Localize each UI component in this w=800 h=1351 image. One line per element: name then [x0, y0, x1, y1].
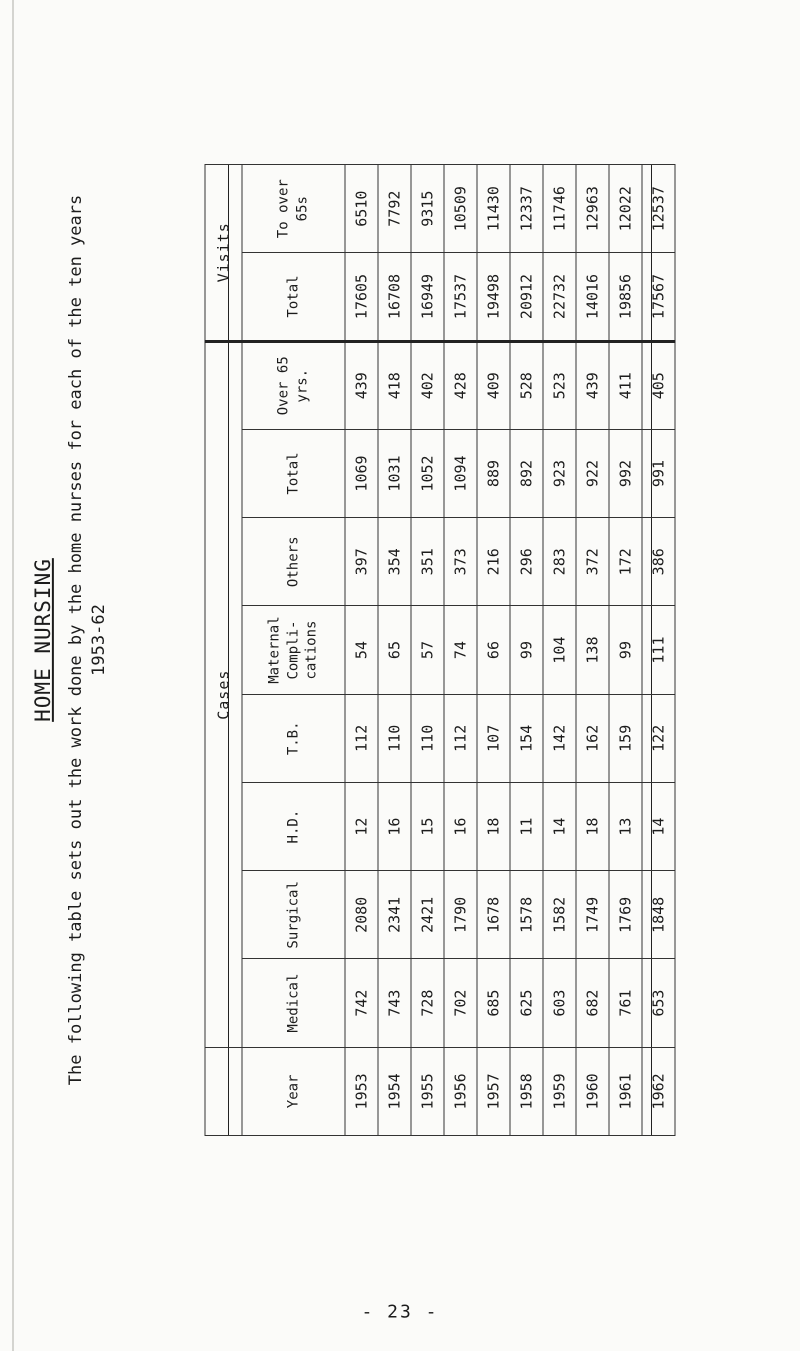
value-cell: 10509 [444, 165, 477, 253]
value-cell: 439 [345, 341, 378, 429]
value-cell: 1052 [411, 429, 444, 517]
value-cell: 11 [510, 782, 543, 870]
value-cell: 923 [543, 429, 576, 517]
value-cell: 2421 [411, 871, 444, 959]
value-cell: 992 [609, 429, 642, 517]
value-cell: 159 [609, 694, 642, 782]
heading-period: 1953-62 [89, 604, 110, 676]
value-cell: 354 [378, 518, 411, 606]
value-cell: 2341 [378, 871, 411, 959]
value-cell: 12337 [510, 165, 543, 253]
value-cell: 761 [609, 959, 642, 1047]
value-cell: 1678 [477, 871, 510, 959]
value-cell: 728 [411, 959, 444, 1047]
value-cell: 373 [444, 518, 477, 606]
page-heading [29, 195, 111, 1085]
column-header: Medical [242, 959, 345, 1047]
value-cell: 7792 [378, 165, 411, 253]
value-cell: 112 [444, 694, 477, 782]
value-cell: 603 [543, 959, 576, 1047]
value-cell: 18 [477, 782, 510, 870]
value-cell: 17567 [642, 253, 675, 341]
value-cell: 74 [444, 606, 477, 694]
value-cell: 682 [576, 959, 609, 1047]
value-cell: 112 [345, 694, 378, 782]
value-cell: 418 [378, 341, 411, 429]
value-cell: 107 [477, 694, 510, 782]
value-cell: 99 [609, 606, 642, 694]
value-cell: 523 [543, 341, 576, 429]
value-cell: 11746 [543, 165, 576, 253]
value-cell: 14 [642, 782, 675, 870]
value-cell: 625 [510, 959, 543, 1047]
value-cell: 889 [477, 429, 510, 517]
value-cell: 13 [609, 782, 642, 870]
value-cell: 411 [609, 341, 642, 429]
column-header: To over 65s [242, 165, 345, 253]
value-cell: 11430 [477, 165, 510, 253]
table-row [543, 165, 576, 1136]
value-cell: 991 [642, 429, 675, 517]
value-cell: 2080 [345, 871, 378, 959]
column-header: T.B. [242, 694, 345, 782]
value-cell: 397 [345, 518, 378, 606]
value-cell: 16 [444, 782, 477, 870]
value-cell: 18 [576, 782, 609, 870]
value-cell: 154 [510, 694, 543, 782]
value-cell: 351 [411, 518, 444, 606]
table-body [345, 165, 675, 1136]
value-cell: 743 [378, 959, 411, 1047]
value-cell: 12 [345, 782, 378, 870]
value-cell: 742 [345, 959, 378, 1047]
value-cell: 110 [378, 694, 411, 782]
value-cell: 1582 [543, 871, 576, 959]
heading-intro: The following table sets out the work done by the home nurses for each of the ten years [66, 194, 87, 1086]
year-cell: 1960 [576, 1047, 609, 1135]
year-cell: 1956 [444, 1047, 477, 1135]
value-cell: 138 [576, 606, 609, 694]
value-cell: 1749 [576, 871, 609, 959]
year-cell: 1959 [543, 1047, 576, 1135]
value-cell: 1848 [642, 871, 675, 959]
value-cell: 122 [642, 694, 675, 782]
value-cell: 9315 [411, 165, 444, 253]
year-group-spacer [205, 1047, 242, 1135]
value-cell: 12537 [642, 165, 675, 253]
value-cell: 12963 [576, 165, 609, 253]
value-cell: 1031 [378, 429, 411, 517]
year-cell: 1955 [411, 1047, 444, 1135]
column-header: Total [242, 253, 345, 341]
value-cell: 142 [543, 694, 576, 782]
value-cell: 17537 [444, 253, 477, 341]
value-cell: 57 [411, 606, 444, 694]
group-header-visits: Visits [205, 165, 242, 342]
value-cell: 528 [510, 341, 543, 429]
value-cell: 66 [477, 606, 510, 694]
value-cell: 6510 [345, 165, 378, 253]
value-cell: 15 [411, 782, 444, 870]
value-cell: 1790 [444, 871, 477, 959]
column-header: Surgical [242, 871, 345, 959]
value-cell: 702 [444, 959, 477, 1047]
value-cell: 653 [642, 959, 675, 1047]
value-cell: 111 [642, 606, 675, 694]
value-cell: 405 [642, 341, 675, 429]
table-row [345, 165, 378, 1136]
value-cell: 99 [510, 606, 543, 694]
table-row [411, 165, 444, 1136]
year-cell: 1957 [477, 1047, 510, 1135]
value-cell: 386 [642, 518, 675, 606]
value-cell: 162 [576, 694, 609, 782]
year-cell: 1962 [642, 1047, 675, 1135]
column-header: H.D. [242, 782, 345, 870]
value-cell: 22732 [543, 253, 576, 341]
value-cell: 922 [576, 429, 609, 517]
value-cell: 409 [477, 341, 510, 429]
value-cell: 428 [444, 341, 477, 429]
value-cell: 216 [477, 518, 510, 606]
table-frame [214, 164, 668, 1136]
column-header: Others [242, 518, 345, 606]
table-row [378, 165, 411, 1136]
column-header-row [242, 165, 345, 1136]
value-cell: 296 [510, 518, 543, 606]
value-cell: 172 [609, 518, 642, 606]
table-row [576, 165, 609, 1136]
value-cell: 54 [345, 606, 378, 694]
column-header: Maternal Compli-cations [242, 606, 345, 694]
value-cell: 685 [477, 959, 510, 1047]
table-row [642, 165, 675, 1136]
group-header-row [205, 165, 242, 1136]
page-margin-line [12, 0, 14, 1351]
page-title: HOME NURSING [30, 558, 55, 722]
value-cell: 1094 [444, 429, 477, 517]
value-cell: 16949 [411, 253, 444, 341]
year-cell: 1958 [510, 1047, 543, 1135]
value-cell: 283 [543, 518, 576, 606]
year-cell: 1953 [345, 1047, 378, 1135]
value-cell: 1069 [345, 429, 378, 517]
value-cell: 1769 [609, 871, 642, 959]
group-header-cases: Cases [205, 341, 242, 1047]
value-cell: 1578 [510, 871, 543, 959]
value-cell: 19856 [609, 253, 642, 341]
value-cell: 402 [411, 341, 444, 429]
column-header: Total [242, 429, 345, 517]
value-cell: 14016 [576, 253, 609, 341]
value-cell: 372 [576, 518, 609, 606]
table-row [510, 165, 543, 1136]
value-cell: 104 [543, 606, 576, 694]
table-row [477, 165, 510, 1136]
value-cell: 19498 [477, 253, 510, 341]
table-row [444, 165, 477, 1136]
value-cell: 439 [576, 341, 609, 429]
value-cell: 65 [378, 606, 411, 694]
value-cell: 16 [378, 782, 411, 870]
column-header: Year [242, 1047, 345, 1135]
value-cell: 14 [543, 782, 576, 870]
value-cell: 20912 [510, 253, 543, 341]
year-cell: 1961 [609, 1047, 642, 1135]
value-cell: 110 [411, 694, 444, 782]
page-number: - 23 - [361, 1301, 439, 1323]
column-header: Over 65 yrs. [242, 341, 345, 429]
value-cell: 16708 [378, 253, 411, 341]
value-cell: 12022 [609, 165, 642, 253]
home-nursing-table [205, 164, 676, 1136]
value-cell: 892 [510, 429, 543, 517]
table-row [609, 165, 642, 1136]
value-cell: 17605 [345, 253, 378, 341]
year-cell: 1954 [378, 1047, 411, 1135]
